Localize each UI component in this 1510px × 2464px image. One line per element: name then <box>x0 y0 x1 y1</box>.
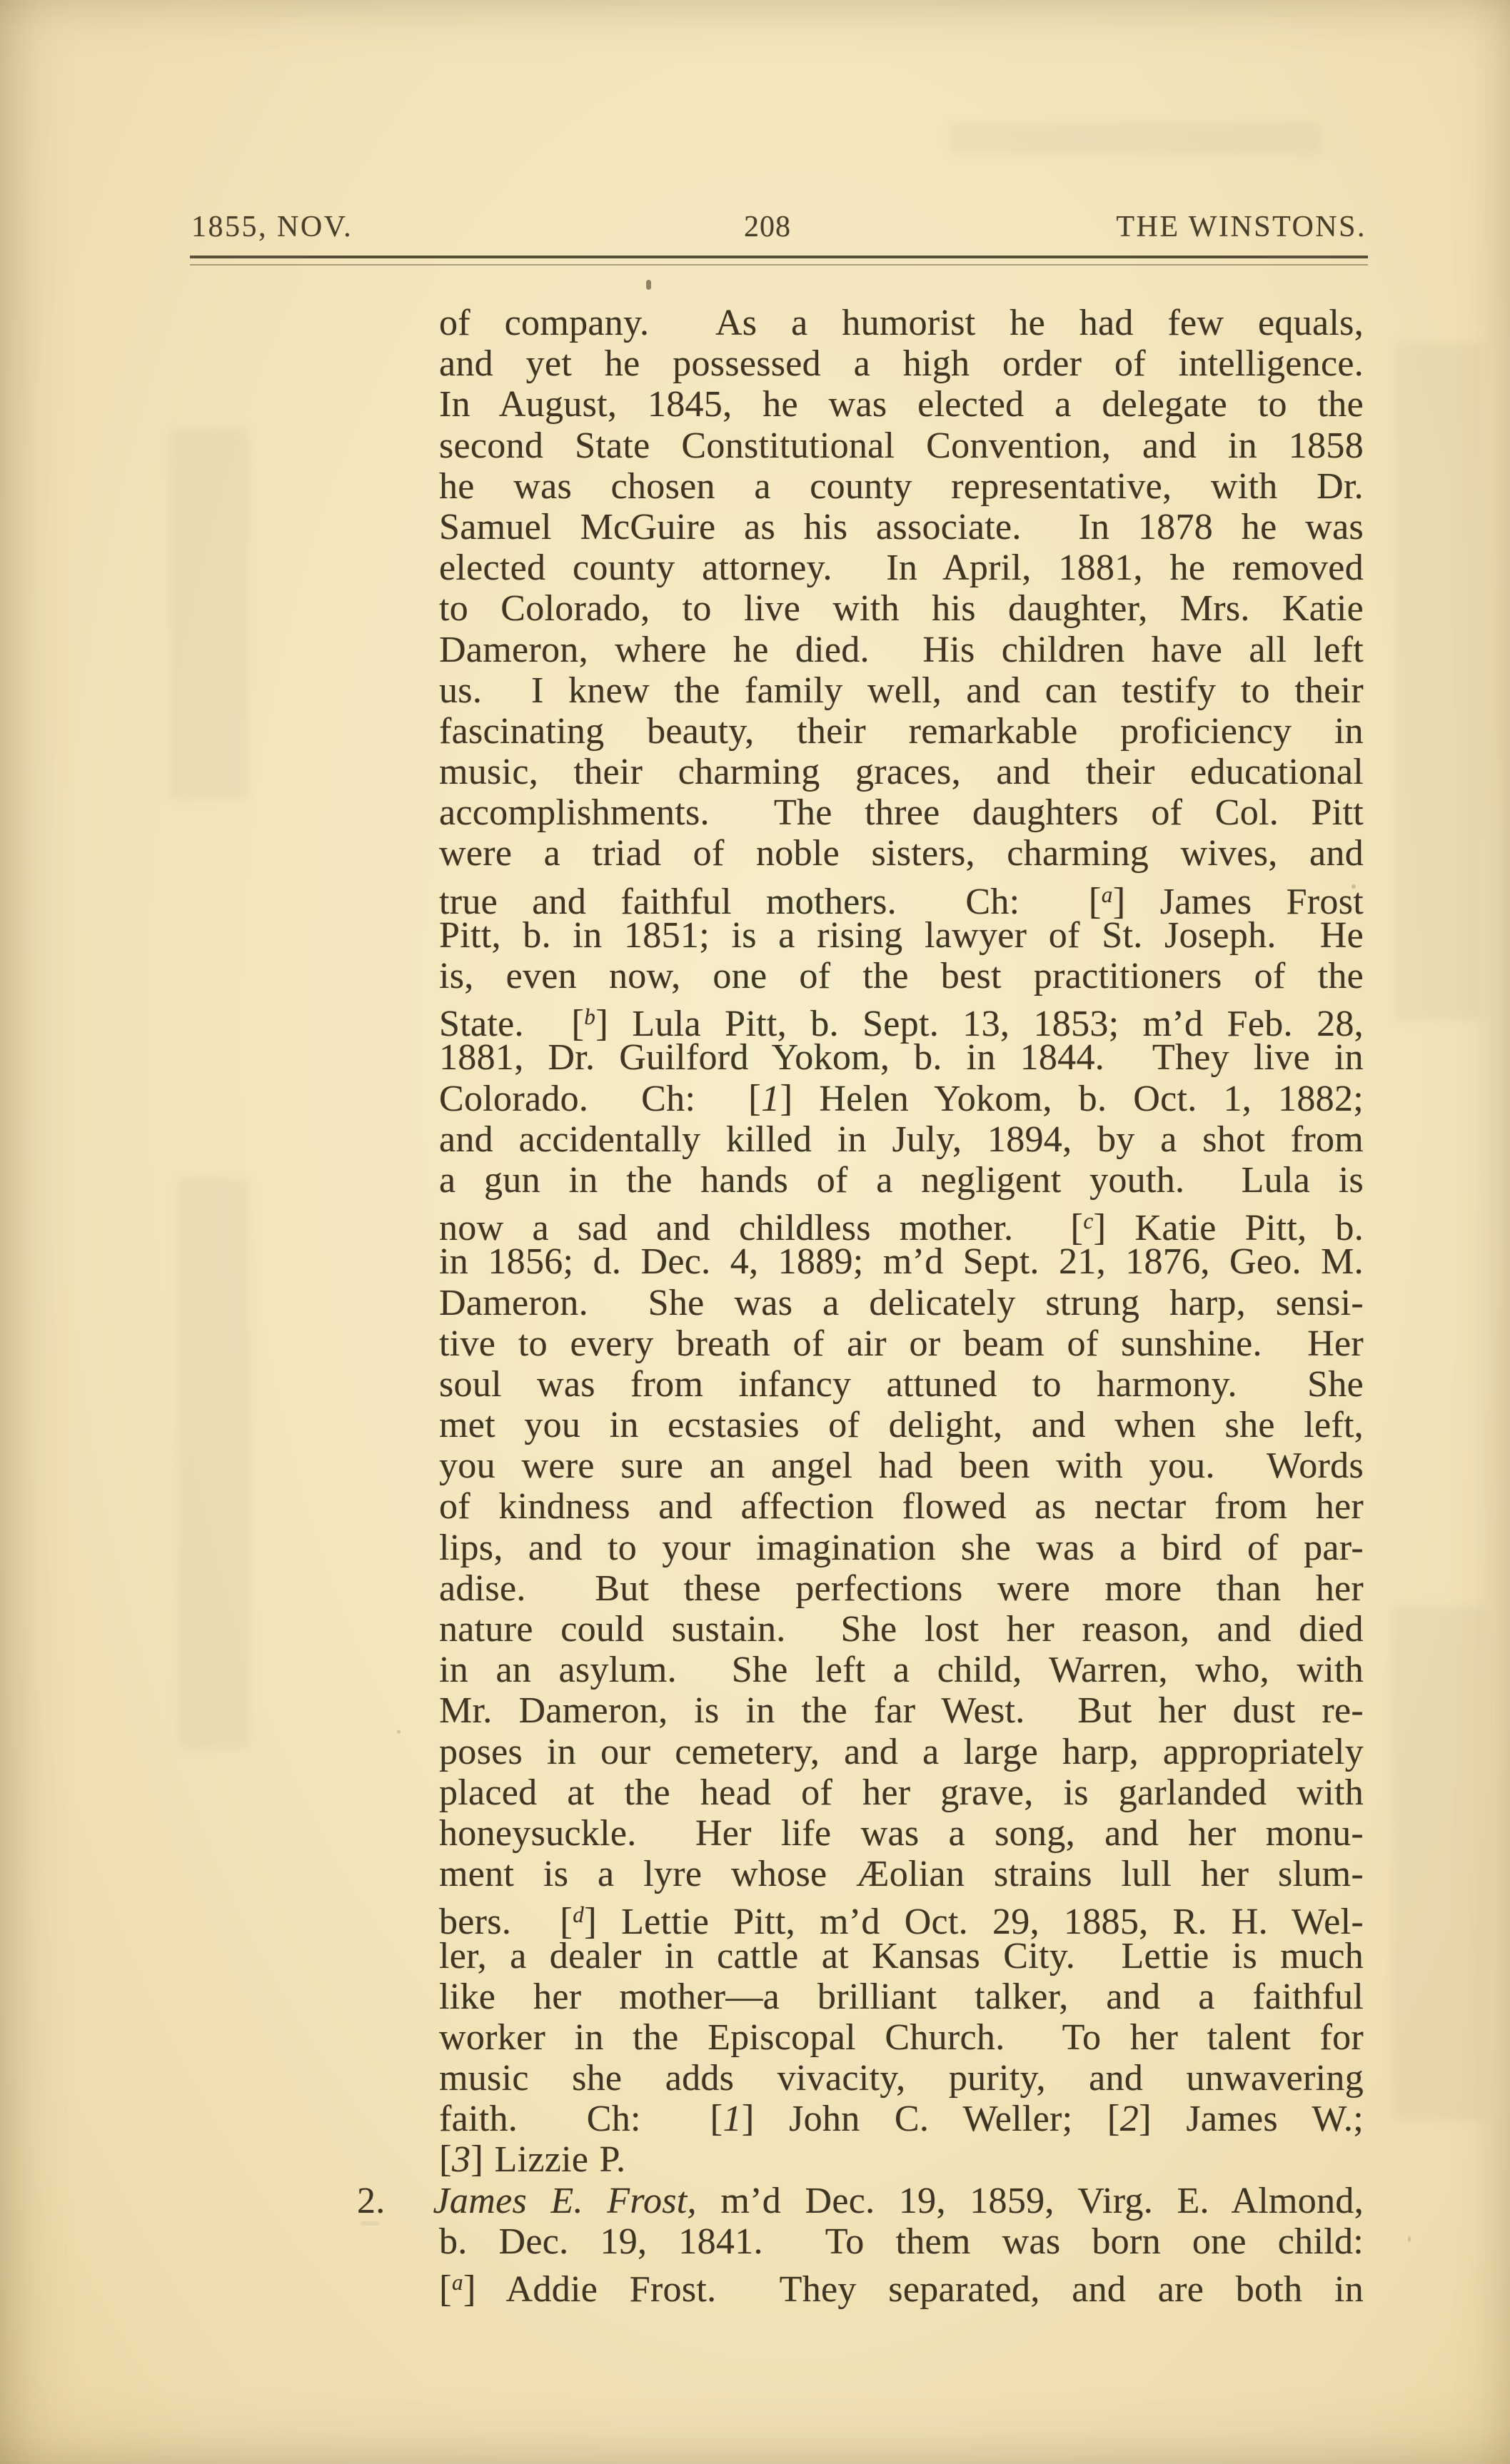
text-line: b. Dec. 19, 1841. To them was born one child: <box>439 2221 1364 2262</box>
header-book-title: THE WINSTONS. <box>1116 211 1366 243</box>
text-line: music she adds vivacity, purity, and unwavering <box>439 2058 1364 2099</box>
scan-speck <box>361 2221 379 2226</box>
scan-speck <box>1352 884 1356 889</box>
text-line: nature could sustain. She lost her reason, and died <box>439 1609 1364 1650</box>
scan-speck <box>397 1730 401 1734</box>
scan-speck <box>646 280 651 290</box>
text-line: a gun in the hands of a negligent youth. Lula is <box>439 1159 1364 1201</box>
text-line: [$^a$] Addie Frost. They separated, and are both in <box>439 2268 1364 2311</box>
bleedthrough-stripe <box>170 428 248 799</box>
text-line: Dameron, where he died. His children have all left <box>439 629 1364 670</box>
bleedthrough-stripe <box>950 123 1321 154</box>
text-line: of company. As a humorist he had few equals, <box>439 303 1364 343</box>
bleedthrough-stripe <box>178 1178 250 1749</box>
text-line: elected county attorney. In April, 1881, he removed <box>439 547 1364 589</box>
text-line: lips, and to your imagination she was a bird of par- <box>439 1527 1364 1568</box>
text-line: honeysuckle. Her life was a song, and her monu- <box>439 1812 1364 1854</box>
text-line: now a sad and childless mother. [$^c$] Katie Pitt, b. <box>439 1207 1364 1249</box>
text-line: were a triad of noble sisters, charming wives, and <box>439 833 1364 874</box>
text-line: like her mother—a brilliant talker, and a faithful <box>439 1976 1364 2017</box>
text-line: of kindness and affection flowed as nectar from her <box>439 1486 1364 1528</box>
text-line: 1881, Dr. Guilford Yokom, b. in 1844. They live in <box>439 1037 1364 1079</box>
text-line: you were sure an angel had been with you. Words <box>439 1445 1364 1487</box>
text-line: 2. James E. Frost, m’d Dec. 19, 1859, Virg. E. Almond, <box>357 2180 1364 2221</box>
text-line: poses in our cemetery, and a large harp, appropriately <box>439 1731 1364 1772</box>
text-line: accomplishments. The three daughters of Col. Pitt <box>439 792 1364 834</box>
text-line: us. I knew the family well, and can testify to their <box>439 670 1364 711</box>
text-line: fascinating beauty, their remarkable proficiency in <box>439 710 1364 752</box>
text-line: ler, a dealer in cattle at Kansas City. Lettie is much <box>439 1935 1364 1976</box>
text-line: in 1856; d. Dec. 4, 1889; m’d Sept. 21, 1876, Geo. M. <box>439 1241 1364 1283</box>
text-line: tive to every breath of air or beam of sunshine. Her <box>439 1323 1364 1364</box>
text-line: Pitt, b. in 1851; is a rising lawyer of St. Joseph. He <box>439 914 1364 956</box>
text-line: worker in the Episcopal Church. To her talent for <box>439 2016 1364 2058</box>
header-date: 1855, NOV. <box>191 211 353 243</box>
text-line: In August, 1845, he was elected a delegate to the <box>439 384 1364 425</box>
text-line: Mr. Dameron, is in the far West. But her dust re- <box>439 1690 1364 1732</box>
text-line: to Colorado, to live with his daughter, Mrs. Katie <box>439 588 1364 630</box>
text-line: State. [$^b$] Lula Pitt, b. Sept. 13, 1853; m’d Feb. 28, <box>439 1003 1364 1045</box>
text-line: music, their charming graces, and their educational <box>439 752 1364 793</box>
text-line: and yet he possessed a high order of intelligence. <box>439 343 1364 385</box>
text-line: faith. Ch: [1] John C. Weller; [2] James W.; <box>439 2098 1364 2140</box>
text-line: ment is a lyre whose Æolian strains lull her slum- <box>439 1854 1364 1895</box>
text-line: true and faithful mothers. Ch: [$^a$] James Frost <box>439 880 1364 922</box>
text-block <box>357 303 1364 2311</box>
text-line: Colorado. Ch: [1] Helen Yokom, b. Oct. 1, 1882; <box>439 1077 1364 1119</box>
text-line: Dameron. She was a delicately strung harp, sensi- <box>439 1282 1364 1323</box>
scan-speck <box>1408 2236 1411 2242</box>
text-line: adise. But these perfections were more than her <box>439 1567 1364 1609</box>
text-line: soul was from infancy attuned to harmony. She <box>439 1363 1364 1405</box>
header-rule <box>190 256 1368 266</box>
bleedthrough-stripe <box>1396 343 1481 1021</box>
text-line: and accidentally killed in July, 1894, by a shot from <box>439 1119 1364 1160</box>
page-number: 208 <box>744 211 791 243</box>
text-line: in an asylum. She left a child, Warren, who, with <box>439 1650 1364 1691</box>
text-line: met you in ecstasies of delight, and when she left, <box>439 1405 1364 1446</box>
text-line: he was chosen a county representative, with Dr. <box>439 465 1364 507</box>
bleedthrough-stripe <box>1392 1606 1485 2120</box>
text-line: [3] Lizzie P. <box>439 2139 626 2181</box>
text-line: placed at the head of her grave, is garlanded with <box>439 1772 1364 1813</box>
text-line: second State Constitutional Convention, and in 1858 <box>439 425 1364 466</box>
text-line: Samuel McGuire as his associate. In 1878 he was <box>439 506 1364 547</box>
text-line: is, even now, one of the best practitioners of the <box>439 956 1364 996</box>
text-line: bers. [$^d$] Lettie Pitt, m’d Oct. 29, 1885, R. H. Wel- <box>439 1901 1364 1943</box>
